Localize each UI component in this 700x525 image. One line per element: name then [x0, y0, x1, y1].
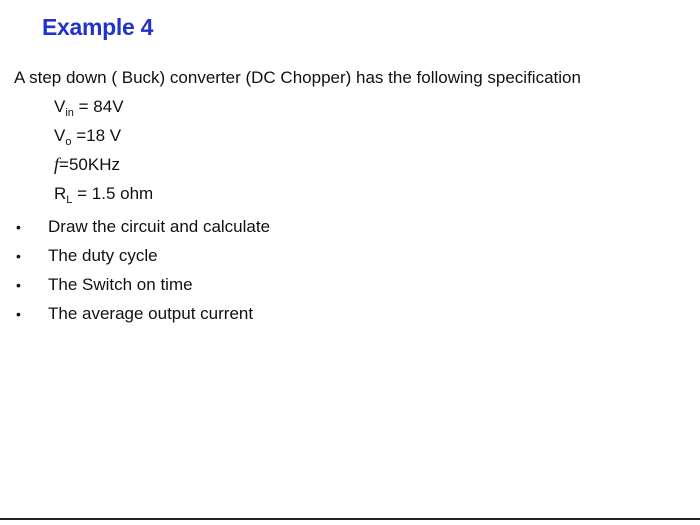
bullet-icon: •	[16, 218, 21, 235]
spec-vin-value: = 84V	[73, 97, 124, 116]
list-item-text: The Switch on time	[48, 274, 193, 294]
list-item-text: Draw the circuit and calculate	[48, 216, 271, 236]
spec-f-value: =50KHz	[59, 155, 120, 174]
spec-vin-symbol: V	[54, 97, 66, 116]
list-item	[14, 299, 270, 328]
spec-f-symbol: f	[54, 154, 60, 174]
spec-vin	[54, 97, 124, 117]
bullet-icon: •	[16, 276, 21, 293]
spec-vo-value: =18 V	[71, 126, 122, 145]
spec-rl	[54, 184, 153, 204]
list-item-text: The average output current	[48, 303, 254, 323]
spec-rl-value: = 1.5 ohm	[72, 184, 154, 203]
task-list	[14, 212, 270, 328]
spec-frequency	[54, 154, 120, 175]
list-item	[14, 212, 270, 241]
list-item	[14, 241, 270, 270]
spec-vo	[54, 126, 121, 146]
spec-rl-subscript: L	[66, 194, 73, 206]
bullet-icon: •	[16, 247, 21, 264]
spec-vo-symbol: V	[54, 126, 66, 145]
spec-vin-subscript: in	[65, 107, 74, 119]
spec-rl-symbol: R	[54, 184, 67, 203]
list-item	[14, 270, 270, 299]
slide-title: Example 4	[42, 14, 154, 40]
spec-vo-subscript: o	[65, 136, 72, 148]
intro-text: A step down ( Buck) converter (DC Chopper) has the following specification	[14, 68, 581, 87]
bottom-divider	[0, 518, 700, 520]
bullet-icon: •	[16, 305, 21, 322]
list-item-text: The duty cycle	[48, 245, 158, 265]
